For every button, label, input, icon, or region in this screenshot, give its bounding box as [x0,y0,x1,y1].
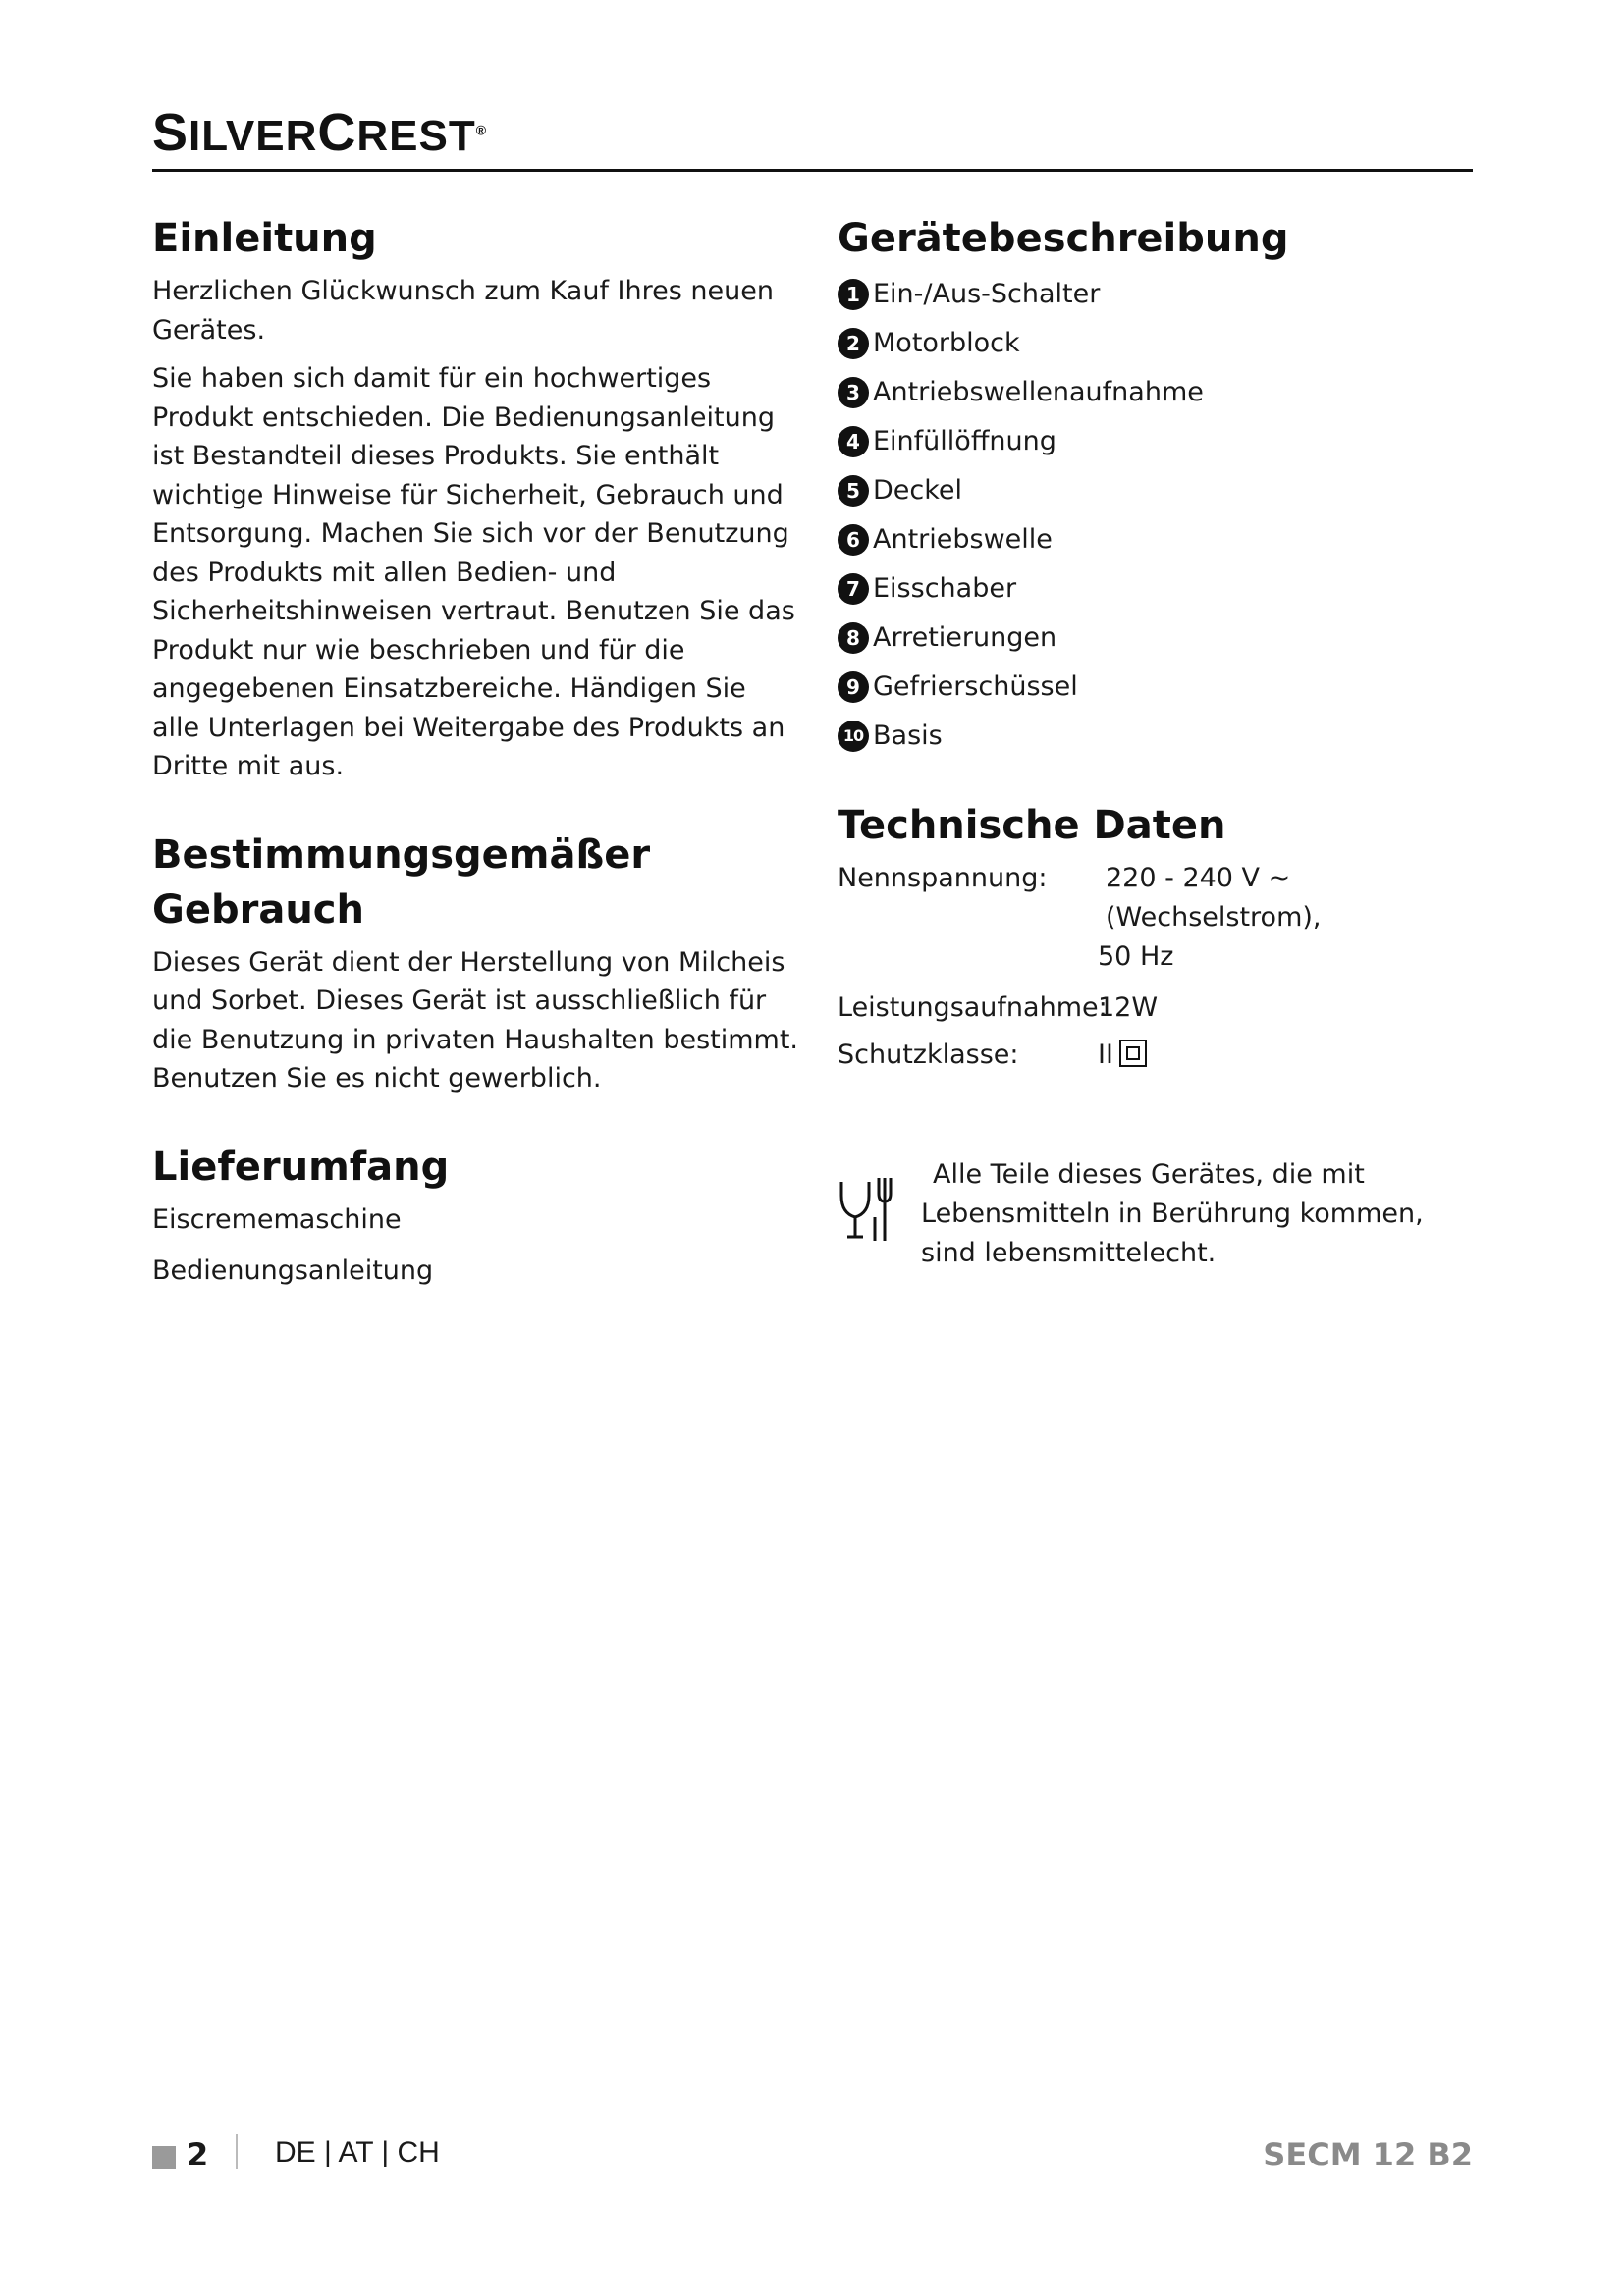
tech-label: Nennspannung: [838,863,1048,893]
number-badge: 4 [838,426,869,457]
scope-item: Eiscrememaschine [152,1203,402,1235]
scope-item: Bedienungsanleitung [152,1255,434,1286]
tech-label: Leistungsaufnahme: [838,992,1108,1023]
intended-use-section [152,828,800,1098]
parts-list-item [838,515,1486,564]
number-badge: 8 [838,622,869,654]
part-label: Gefrierschüssel [873,671,1078,702]
food-note-line: sind lebensmittelecht. [921,1238,1217,1268]
technical-data-title: Technische Daten [838,803,1226,848]
parts-list [838,270,1486,761]
footer-separator [236,2134,238,2169]
food-safe-note [838,1155,1486,1273]
tech-value [1098,1036,1486,1075]
number-badge: 3 [838,377,869,408]
glass-fork-icon [838,1170,896,1249]
intro-paragraph-2: Sie haben sich damit für ein hochwertiges Produkt entschieden. Die Bedienungsanleitung ist Bestandteil dieses Produkts. Sie enthält wichtige Hinweise für Sicherheit, Gebrauch und Entsorgung. Machen Sie sich vor der Benutzung des Produkts mit allen Bedien- und Sicherheitshinweisen vertraut. Benutzen Sie das Produkt nur wie beschrieben und für die angegebenen Einsatzbereiche. Händigen Sie alle Unterlagen bei Weitergabe des Produkts an Dritte mit aus. [152,363,795,781]
page-number: 2 [187,2136,209,2173]
technical-data-table [838,859,1486,1075]
registered-mark: ® [475,122,488,138]
intended-use-title-line1: Bestimmungsgemäßer [152,831,651,878]
part-label: Eisschaber [873,573,1017,604]
intro-paragraph-1: Herzlichen Glückwunsch zum Kauf Ihres neuen Gerätes. [152,276,774,346]
tech-label: Schutzklasse: [838,1040,1019,1070]
parts-list-item [838,270,1486,319]
left-column [152,211,800,1297]
parts-list-item [838,614,1486,663]
protection-class-text: II [1098,1040,1113,1070]
intro-title: Einleitung [152,216,377,261]
part-label: Basis [873,721,943,751]
part-label: Antriebswelle [873,524,1053,555]
footer-square-icon [152,2146,176,2169]
technical-data-section [838,798,1486,1075]
header-rule [152,169,1473,172]
parts-list-item [838,466,1486,515]
intended-use-title-line2: Gebrauch [152,886,364,933]
device-description-title: Gerätebeschreibung [838,216,1289,261]
part-label: Einfüllöffnung [873,426,1056,456]
scope-title: Lieferumfang [152,1144,450,1190]
part-label: Arretierungen [873,622,1057,653]
parts-list-item [838,319,1486,368]
part-label: Deckel [873,475,963,506]
page-footer [152,2132,1473,2181]
number-badge: 6 [838,524,869,556]
logo-text: ILVER [189,112,318,160]
number-badge: 9 [838,671,869,703]
food-note-line: Lebensmitteln in Berührung kommen, [921,1199,1424,1229]
country-codes: DE | AT | CH [275,2136,440,2168]
parts-list-item [838,712,1486,761]
logo-letter: S [152,103,189,162]
model-number: SECM 12 B2 [1263,2136,1473,2173]
number-badge: 1 [838,279,869,310]
tech-row [838,988,1486,1028]
tech-value-line: 220 - 240 V ~ (Wechselstrom), [1106,863,1322,933]
food-note-line: Alle Teile dieses Gerätes, die mit [933,1159,1365,1190]
parts-list-item [838,368,1486,417]
tech-value: 12W [1098,992,1159,1023]
food-safe-text [921,1155,1424,1273]
parts-list-item [838,564,1486,614]
parts-list-item [838,417,1486,466]
part-label: Ein-/Aus-Schalter [873,279,1101,309]
protection-class-icon [1119,1040,1147,1067]
device-description-section [838,211,1486,761]
number-badge: 10 [838,721,869,752]
number-badge: 5 [838,475,869,507]
logo-letter: C [317,103,357,162]
tech-value [1098,859,1486,977]
right-column [838,211,1486,1273]
number-badge: 2 [838,328,869,359]
logo-text: REST [356,112,476,160]
part-label: Motorblock [873,328,1020,358]
tech-value-line: 50 Hz [1098,941,1174,972]
number-badge: 7 [838,573,869,605]
tech-row [838,859,1486,977]
tech-row [838,1036,1486,1075]
parts-list-item [838,663,1486,712]
scope-section [152,1140,800,1297]
intended-use-paragraph: Dieses Gerät dient der Herstellung von Milcheis und Sorbet. Dieses Gerät ist ausschließlich für die Benutzung in privaten Haushalten bestimmt. Benutzen Sie es nicht gewerblich. [152,946,799,1094]
brand-logo [152,102,487,163]
part-label: Antriebswellenaufnahme [873,377,1204,407]
intro-section [152,211,800,786]
